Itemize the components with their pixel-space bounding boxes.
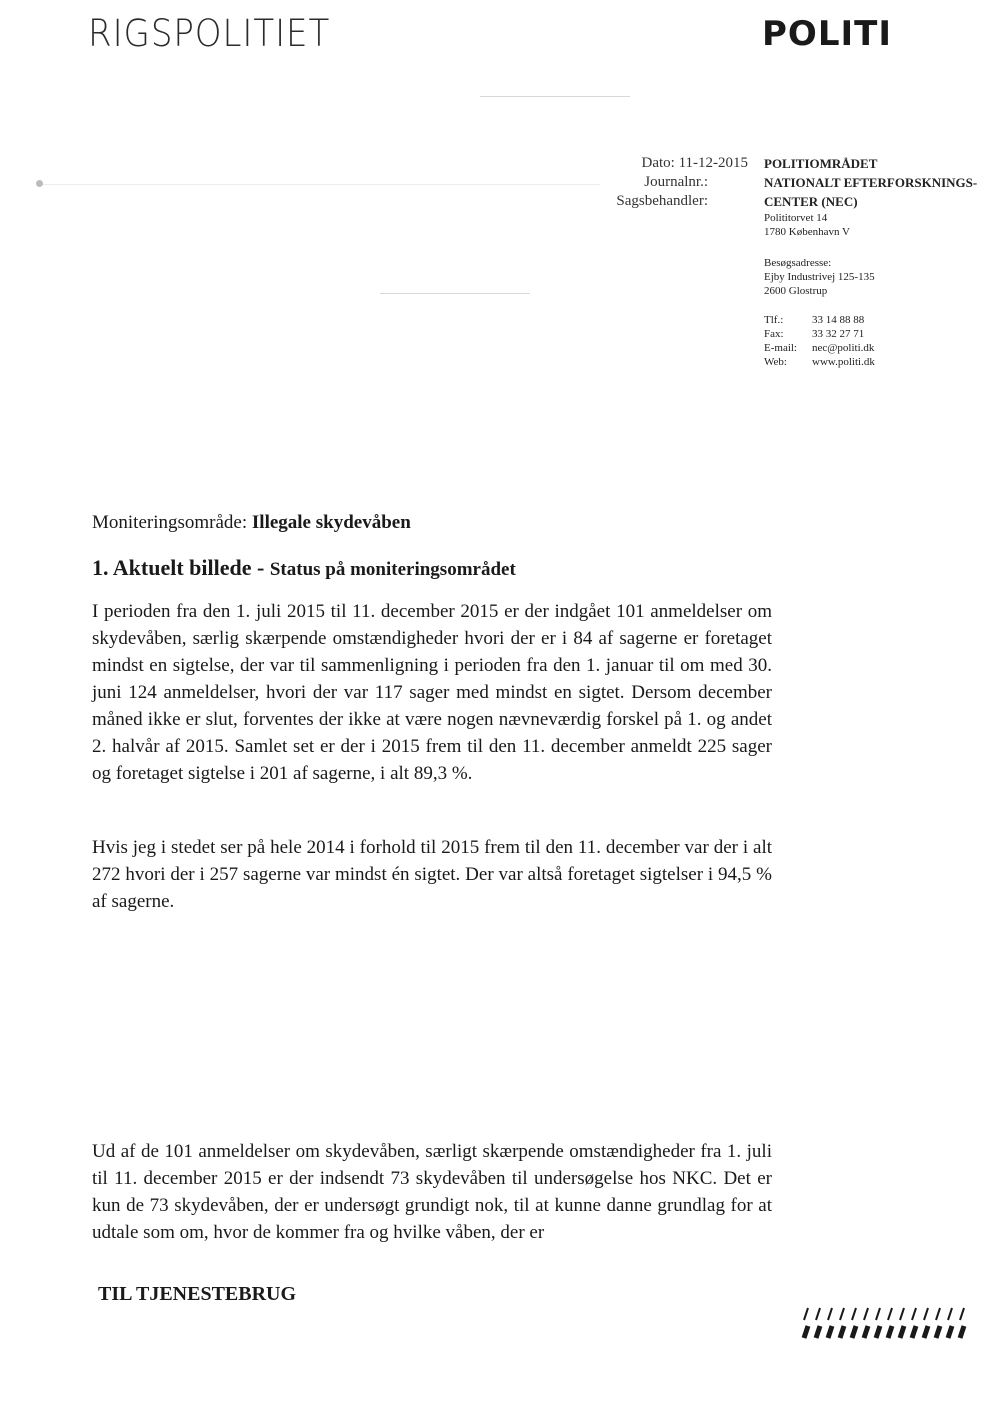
politi-logo: POLITI <box>762 14 892 54</box>
email-row <box>764 341 875 355</box>
visit-street: Ejby Industrivej 125-135 <box>764 271 875 283</box>
fax-row <box>764 327 875 341</box>
fax-label: Fax: <box>764 328 784 340</box>
visit-address-label: Besøgsadresse: <box>764 257 832 269</box>
department-block <box>764 154 994 298</box>
classification-label: TIL TJENESTEBRUG <box>98 1283 297 1305</box>
fax-value: 33 32 27 71 <box>812 328 865 340</box>
monitoring-area-label: Moniteringsområde: <box>92 512 248 533</box>
section-dash: - <box>251 555 270 580</box>
police-stripe-pattern <box>800 1306 970 1340</box>
date-value: 11-12-2015 <box>678 155 748 171</box>
email-value: nec@politi.dk <box>812 342 875 354</box>
scan-speck <box>36 180 43 187</box>
web-value: www.politi.dk <box>812 356 875 368</box>
department-line2: NATIONALT EFTERFORSKNINGS- <box>764 175 978 190</box>
department-line3: CENTER (NEC) <box>764 194 858 209</box>
monitoring-area <box>92 512 411 534</box>
document-meta <box>560 154 748 211</box>
department-city: 1780 København V <box>764 226 850 238</box>
scan-artifact-line <box>380 293 530 294</box>
organization-name: RIGSPOLITIET <box>88 12 331 55</box>
scan-artifact-line <box>480 96 630 97</box>
web-row <box>764 355 875 369</box>
department-street: Polititorvet 14 <box>764 212 828 224</box>
contact-block <box>764 313 875 369</box>
monitoring-area-value: Illegale skydevåben <box>251 512 411 533</box>
journal-label: Journalnr.: <box>644 174 708 190</box>
phone-value: 33 14 88 88 <box>812 314 865 326</box>
email-label: E-mail: <box>764 342 797 354</box>
date-label: Dato: <box>641 155 675 171</box>
handler-label: Sagsbehandler: <box>616 193 708 209</box>
section-subtitle: Status på moniteringsområdet <box>269 559 516 580</box>
web-label: Web: <box>764 356 787 368</box>
paragraph-1: I perioden fra den 1. juli 2015 til 11. december 2015 er der indgået 101 anmeldelser om skydevåben, særlig skærpende omstændigheder hvori der er i 84 af sagerne er foretaget mindst en sigtelse, der var til sammenligning i perioden fra den 1. januar til om med 30. juni 124 anmeldelser, hvori der var 117 sager med mindst en sigtet. Dersom december måned ikke er slut, forventes der ikke at være nogen nævneværdig forskel på 1. og andet 2. halvår af 2015. Samlet set er der i 2015 frem til den 11. december anmeldt 225 sager og foretaget sigtelse i 201 af sagerne, i alt 89,3 %. <box>92 601 772 784</box>
paragraph-3: Ud af de 101 anmeldelser om skydevåben, særligt skærpende omstændigheder fra 1. juli til 11. december 2015 er der indsendt 73 skydevåben til undersøgelse hos NKC. Det er kun de 73 skydevåben, der er undersøgt grundigt nok, til at kunne danne grundlag for at udtale som om, hvor de kommer fra og hvilke våben, der er <box>92 1141 772 1243</box>
department-line1: POLITIOMRÅDET <box>764 156 878 171</box>
section-heading <box>92 555 516 581</box>
paragraph-2: Hvis jeg i stedet ser på hele 2014 i forhold til 2015 frem til den 11. december var der i alt 272 hvori der i 257 sagerne var mindst én sigtet. Der var altså foretaget sigtelser i 94,5 % af sagerne. <box>92 837 772 912</box>
section-title: 1. Aktuelt billede <box>92 555 252 580</box>
phone-row <box>764 313 875 327</box>
date-line <box>560 154 748 173</box>
visit-city: 2600 Glostrup <box>764 285 828 297</box>
scan-artifact-line <box>40 184 600 185</box>
phone-label: Tlf.: <box>764 314 784 326</box>
